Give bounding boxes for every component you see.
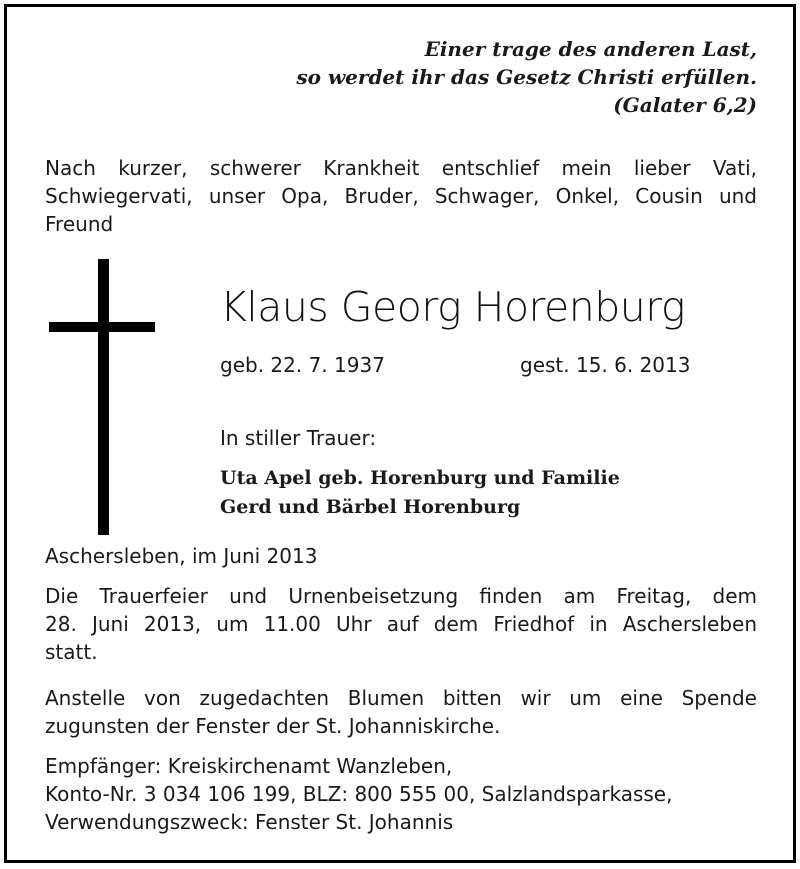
life-dates [220,351,690,379]
obituary-notice [4,4,796,863]
intro-line-2: Schwiegervati, unser Opa, Bruder, Schwager, Onkel, Cousin und [45,184,757,208]
quote-line-2: so werdet ihr das Gesetz Christi erfüllen. [296,65,757,89]
mourning-label: In stiller Trauer: [220,426,377,450]
funeral-info [45,582,757,666]
place-date: Aschersleben, im Juni 2013 [45,544,318,568]
recipient-info [45,752,757,836]
intro-line-3: Freund [45,212,114,236]
deceased-name: Klaus Georg Horenburg [220,283,685,331]
recipient-line-1: Empfänger: Kreiskirchenamt Wanzleben, [45,754,453,778]
quote-reference: (Galater 6,2) [613,93,757,117]
quote-line-1: Einer trage des anderen Last, [424,37,757,61]
intro-line-1: Nach kurzer, schwerer Krankheit entschlief mein lieber Vati, [45,156,757,180]
donation-line-2: zugunsten der Fenster der St. Johanniskirche. [45,714,501,738]
bible-quote [296,35,757,119]
funeral-line-3: statt. [45,640,98,664]
recipient-line-3: Verwendungszweck: Fenster St. Johannis [45,810,454,834]
funeral-line-1: Die Trauerfeier und Urnenbeisetzung finden am Freitag, dem [45,584,757,608]
birth-date: geb. 22. 7. 1937 [220,353,385,377]
donation-info [45,684,757,740]
death-date: gest. 15. 6. 2013 [520,353,691,377]
funeral-line-2: 28. Juni 2013, um 11.00 Uhr auf dem Friedhof in Aschersleben [45,612,757,636]
mourner-family-1: Uta Apel geb. Horenburg und Familie [220,467,620,489]
mourner-family-2: Gerd und Bärbel Horenburg [220,496,521,518]
recipient-line-2: Konto-Nr. 3 034 106 199, BLZ: 800 555 00, Salzlandsparkasse, [45,782,673,806]
mourners-list [220,464,620,522]
intro-text [45,154,757,238]
donation-line-1: Anstelle von zugedachten Blumen bitten wir um eine Spende [45,686,757,710]
